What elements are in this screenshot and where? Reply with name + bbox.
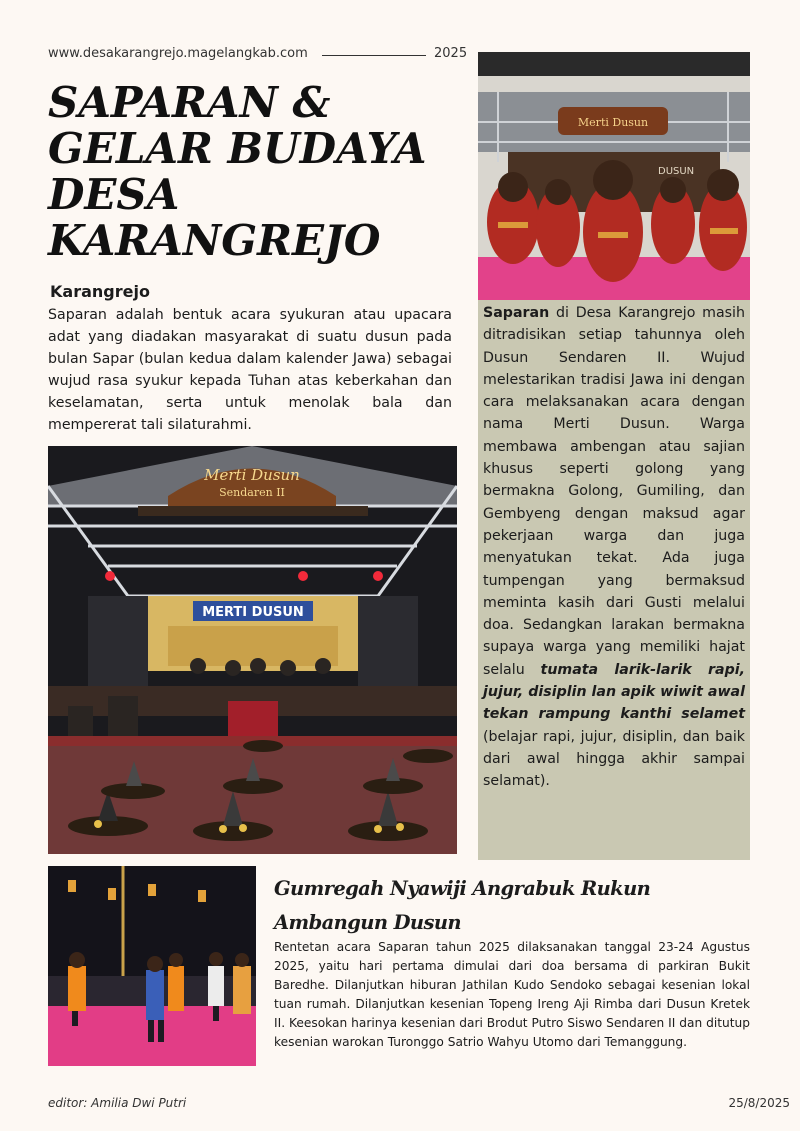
- header-divider: [322, 55, 426, 56]
- publish-date: 25/8/2025: [728, 1096, 790, 1110]
- subtitle: Karangrejo: [50, 282, 150, 301]
- sidebar-text-2: (belajar rapi, jujur, disiplin, dan baik dari awal hingga akhir sampai selamat).: [483, 728, 745, 790]
- sidebar-text-1: di Desa Karangrejo masih ditradisikan setiap tahunnya oleh Dusun Sendaren II. Wujud melestarikan tradisi Jawa ini dengan cara melaksanakan acara dengan nama Merti Dusun. Warga membawa ambengan atau sajian khusus seperti golong yang bermakna Golong, Gumiling, dan Gembyeng dengan maksud agar pekerjaan warga dan juga menyatukan tekat. Ada juga tumpengan yang bermaksud meminta kasih dari Gusti melalui doa. Sedangkan larakan bermakna supaya warga yang memiliki hajat selalu: [483, 305, 745, 678]
- header-year: 2025: [434, 46, 468, 61]
- photo-performance: [48, 866, 256, 1066]
- title-line-2: GELAR BUDAYA: [48, 124, 427, 173]
- top-stage-label: Merti Dusun: [577, 116, 649, 129]
- stage-banner-title: Merti Dusun: [204, 466, 300, 484]
- site-url: www.desakarangrejo.magelangkab.com: [48, 46, 308, 61]
- title-line-4: KARANGREJO: [48, 216, 381, 265]
- section-heading: Gumregah Nyawiji Angrabuk Rukun Ambangun Dusun: [274, 877, 651, 934]
- sidebar-phrase: tumata larik-larik rapi, jujur, disiplin lan apik wiwit awal tekan rampung kanthi selamet: [483, 661, 745, 723]
- title-line-3: DESA: [48, 170, 180, 219]
- top-dusun-label: DUSUN: [658, 166, 695, 177]
- page-title: [48, 80, 468, 264]
- section-body: Rentetan acara Saparan tahun 2025 dilaksanakan tanggal 23-24 Agustus 2025, yaitu hari pertama dimulai dari doa bersama di parkiran Bukit Baredhe. Dilanjutkan hiburan Jathilan Kudo Sendoko sebagai kesenian lokal tuan rumah. Dilanjutkan kesenian Topeng Ireng Aji Rimba dari Dusun Kretek II. Keesokan harinya kesenian dari Brodut Putro Siswo Sendaren II dan ditutup kesenian warokan Turonggo Satrio Wahyu Utomo dari Temanggung.: [274, 940, 750, 1049]
- editor-credit: editor: Amilia Dwi Putri: [48, 1096, 187, 1110]
- title-line-1: SAPARAN &: [48, 78, 331, 127]
- sidebar-text: [483, 302, 745, 793]
- stage-banner-sub: Sendaren II: [219, 486, 285, 499]
- backdrop-label: MERTI DUSUN: [202, 605, 304, 620]
- intro-paragraph: Saparan adalah bentuk acara syukuran atau upacara adat yang diadakan masyarakat di suatu dusun pada bulan Sapar (bulan kedua dalam kalender Jawa) sebagai wujud rasa syukur kepada Tuhan atas keberkahan dan keselamatan, serta untuk menolak bala dan mempererat tali silaturahmi.: [48, 307, 452, 433]
- sidebar-lead: Saparan: [483, 305, 550, 321]
- photo-dancers: [478, 52, 750, 300]
- photo-stage: [48, 446, 457, 854]
